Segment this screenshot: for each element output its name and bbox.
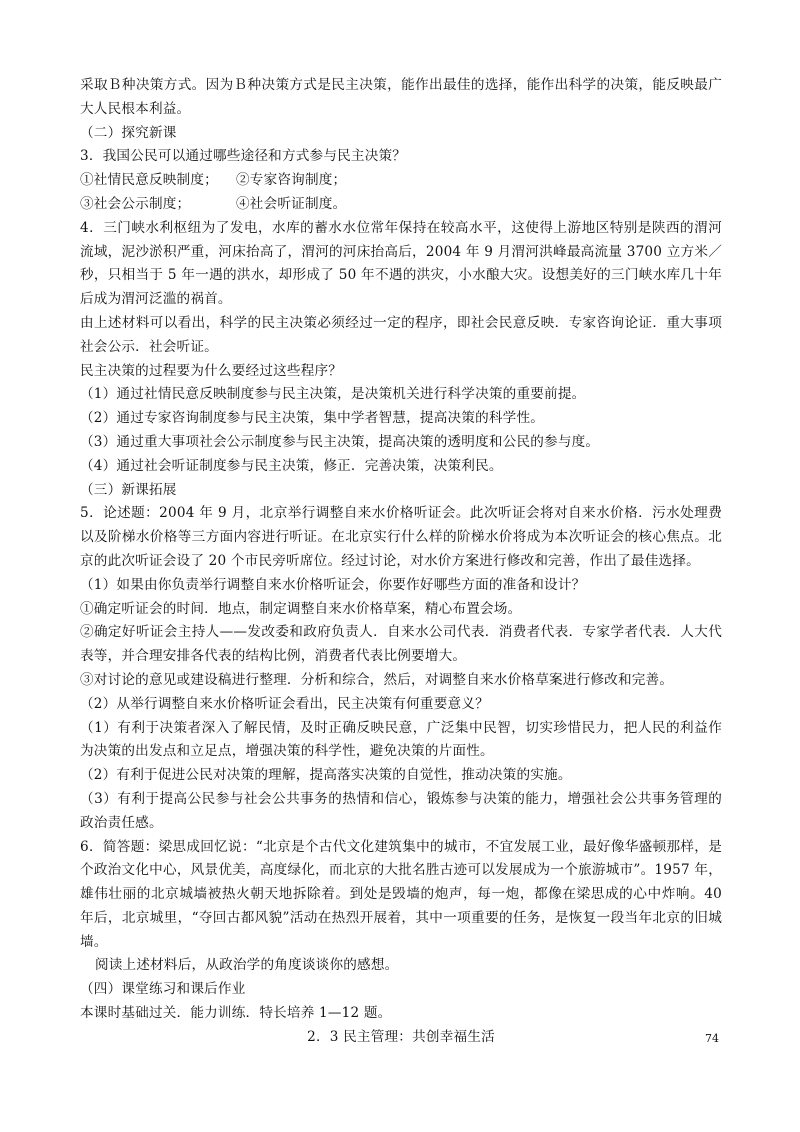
why-item-3: （3）通过重大事项社会公示制度参与民主决策，提高决策的透明度和公民的参与度。 — [80, 433, 600, 450]
question-6: 6．简答题：梁思成回忆说：“北京是个古代文化建筑集中的城市，不宜发展工业，最好像华盛顿那样，是个政治文化中心，风景优美，高度绿化，而北京的大批名胜古迹可以发展成为一个旅游城市”。1957 年，雄伟壮丽的北京城墙被热火朝天地拆除着。到处是毁墙的炮声，每一炮，都像在梁思成的心中炸响。40 年后，北京城里，“夺回古都风貌”活动在热烈开展着，其中一项重要的任务，是恢复一段当年北京的旧城墙。 — [80, 838, 722, 950]
question-5-part-2: （2）从举行调整自来水价格听证会看出，民主决策有何重要意义？ — [80, 695, 489, 712]
question-5: 5．论述题：2004 年 9 月，北京举行调整自来水价格听证会。此次听证会将对自来水价格．污水处理费以及阶梯水价格等三方面内容进行听证。在北京实行什么样的阶梯水价将成为本次听证会的核心焦点。北京的此次听证会设了 20 个市民旁听席位。经过讨论，对水价方案进行修改和完善，作出了最佳选择。 — [80, 505, 722, 569]
answer-item-2: ②专家咨询制度； — [236, 172, 347, 189]
why-item-2: （2）通过专家咨询制度参与民主决策，集中学者智慧，提高决策的科学性。 — [80, 410, 545, 427]
why-item-1: （1）通过社情民意反映制度参与民主决策，是决策机关进行科学决策的重要前提。 — [80, 386, 586, 403]
paragraph-procedure: 由上述材料可以看出，科学的民主决策必须经过一定的程序，即社会民意反映．专家咨询论证．重大事项社会公示．社会听证。 — [80, 314, 722, 355]
answer-row-2 — [80, 193, 722, 217]
answer-5-2-b: （2）有利于促进公民对决策的理解，提高落实决策的自觉性，推动决策的实施。 — [80, 767, 572, 784]
document-body — [80, 74, 722, 1050]
homework-line: 本课时基础过关．能力训练．特长培养 1—12 题。 — [80, 1005, 392, 1022]
answer-5-1-c: ③对讨论的意见或建设稿进行整理．分析和综合，然后，对调整自来水价格草案进行修改和完善。 — [80, 671, 674, 688]
question-5-part-1: （1）如果由你负责举行调整自来水价格听证会，你要作好哪些方面的准备和设计？ — [80, 576, 586, 593]
answer-5-2-a: （1）有利于决策者深入了解民情，及时正确反映民意，广泛集中民智，切实珍惜民力，把人民的利益作为决策的出发点和立足点，增强决策的科学性，避免决策的片面性。 — [80, 719, 722, 760]
heading-extension: （三）新课拓展 — [80, 481, 177, 498]
heading-explore-new-lesson: （二）探究新课 — [80, 124, 177, 141]
answer-5-1-b: ②确定好听证会主持人——发改委和政府负责人．自来水公司代表．消费者代表．专家学者代表．人大代表等，并合理安排各代表的结构比例，消费者代表比例要增大。 — [80, 624, 722, 665]
heading-practice: （四）课堂练习和课后作业 — [80, 981, 246, 998]
question-4: 4．三门峡水利枢纽为了发电，水库的蓄水水位常年保持在较高水平，这使得上游地区特别是陕西的渭河流域，泥沙淤积严重，河床抬高了，渭河的河床抬高后，2004 年 9 月渭河洪峰最高流量 3700 立方米／秒，只相当于 5 年一遇的洪水，却形成了 50 年不遇的洪灾，小水酿大灾。设想美好的三门峡水库几十年后成为渭河泛滥的祸首。 — [80, 219, 722, 308]
answer-5-2-c: （3）有利于提高公民参与社会公共事务的热情和信心，锻炼参与决策的能力，增强社会公共事务管理的政治责任感。 — [80, 790, 722, 831]
answer-5-1-a: ①确定听证会的时间．地点，制定调整自来水价格草案，精心布置会场。 — [80, 600, 522, 617]
question-3: 3．我国公民可以通过哪些途径和方式参与民主决策？ — [80, 148, 407, 165]
why-item-4: （4）通过社会听证制度参与民主决策，修正．完善决策，决策利民。 — [80, 457, 503, 474]
answer-item-1: ①社情民意反映制度； — [80, 172, 218, 189]
next-section-title: 2．3 民主管理：共创幸福生活 — [307, 1028, 495, 1045]
answer-item-4: ④社会听证制度。 — [236, 195, 347, 212]
answer-row-1 — [80, 169, 722, 193]
question-6-prompt: 阅读上述材料后，从政治学的角度谈谈你的感想。 — [94, 957, 399, 974]
paragraph-decision-b: 采取Ｂ种决策方式。因为Ｂ种决策方式是民主决策，能作出最佳的选择，能作出科学的决策，能反映最广大人民根本利益。 — [80, 77, 722, 117]
answer-item-3: ③社会公示制度； — [80, 195, 191, 212]
page-number: 74 — [705, 1032, 719, 1045]
paragraph-why: 民主决策的过程要为什么要经过这些程序？ — [80, 362, 343, 379]
